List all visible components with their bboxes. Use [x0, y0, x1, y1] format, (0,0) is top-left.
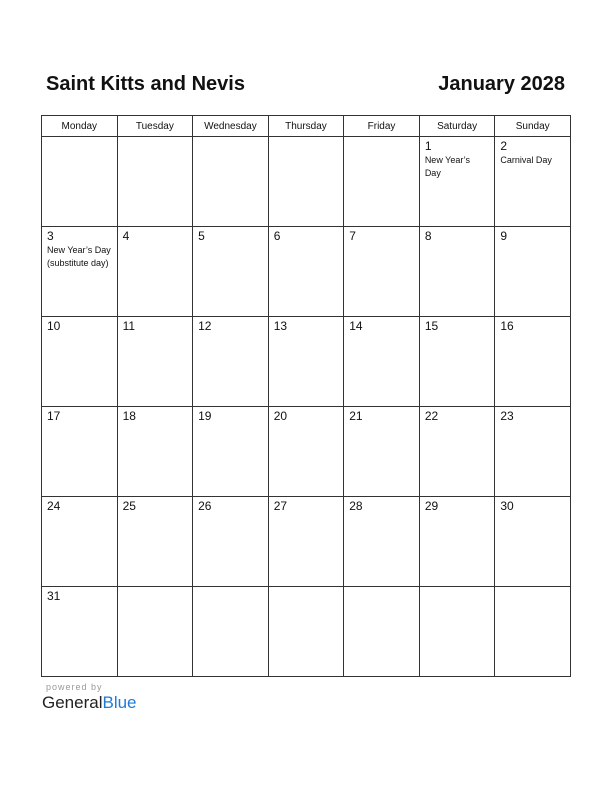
day-number: 27 — [273, 499, 288, 513]
calendar-day-cell — [419, 137, 495, 227]
day-number: 20 — [273, 409, 288, 423]
day-number: 31 — [47, 589, 61, 603]
day-number: 8 — [424, 229, 432, 243]
calendar-day-cell — [344, 407, 420, 497]
day-number — [344, 587, 419, 590]
calendar-day-cell — [193, 587, 269, 677]
weekday-header-saturday: Saturday — [419, 116, 495, 137]
holiday-label: New Year’s Day — [424, 155, 471, 178]
day-number: 30 — [500, 499, 514, 513]
weekday-header-thursday: Thursday — [268, 116, 344, 137]
calendar-day-cell — [344, 587, 420, 677]
calendar-day-cell — [117, 407, 193, 497]
calendar-day-cell — [419, 497, 495, 587]
calendar-day-cell — [495, 407, 571, 497]
calendar-day-cell — [268, 587, 344, 677]
calendar-day-cell — [268, 137, 344, 227]
day-number — [495, 587, 570, 590]
calendar-week-row — [42, 137, 571, 227]
calendar-day-cell — [495, 317, 571, 407]
calendar-day-cell — [42, 227, 118, 317]
day-number: 10 — [47, 319, 61, 333]
day-number — [118, 137, 193, 140]
day-number: 6 — [273, 229, 281, 243]
weekday-header-wednesday: Wednesday — [193, 116, 269, 137]
calendar-day-cell — [117, 317, 193, 407]
day-number: 5 — [198, 229, 205, 243]
day-number: 19 — [198, 409, 212, 423]
calendar-day-cell — [344, 227, 420, 317]
calendar-day-cell — [42, 317, 118, 407]
calendar-day-cell — [193, 317, 269, 407]
day-number: 13 — [273, 319, 288, 333]
calendar-week-row — [42, 497, 571, 587]
calendar-day-cell — [42, 137, 118, 227]
day-number: 9 — [500, 229, 508, 243]
weekday-header-monday: Monday — [42, 116, 118, 137]
logo-text-blue: Blue — [102, 693, 137, 712]
calendar-day-cell — [117, 587, 193, 677]
day-number: 21 — [349, 409, 363, 423]
weekday-header-sunday: Sunday — [495, 116, 571, 137]
day-number — [344, 137, 419, 140]
calendar-day-cell — [419, 407, 495, 497]
day-number — [193, 137, 268, 140]
weekday-header-tuesday: Tuesday — [117, 116, 193, 137]
calendar-country-title: Saint Kitts and Nevis — [46, 73, 245, 95]
calendar-day-cell — [419, 587, 495, 677]
calendar-day-cell — [193, 227, 269, 317]
day-number: 18 — [122, 409, 136, 423]
powered-by-label: powered by — [46, 682, 103, 692]
day-number: 22 — [424, 409, 439, 423]
calendar-day-cell — [344, 497, 420, 587]
day-number — [269, 137, 344, 140]
calendar-body — [42, 137, 571, 677]
calendar-day-cell — [268, 497, 344, 587]
day-number: 17 — [47, 409, 61, 423]
calendar-week-row — [42, 407, 571, 497]
calendar-day-cell — [419, 317, 495, 407]
calendar-day-cell — [42, 407, 118, 497]
calendar-day-cell — [193, 497, 269, 587]
calendar-day-cell — [268, 227, 344, 317]
calendar-day-cell — [419, 227, 495, 317]
calendar-day-cell — [268, 317, 344, 407]
day-number: 14 — [349, 319, 363, 333]
calendar-day-cell — [495, 497, 571, 587]
holiday-label: Carnival Day — [500, 155, 552, 165]
day-number: 1 — [424, 139, 432, 153]
day-number — [193, 587, 268, 590]
day-number: 24 — [47, 499, 61, 513]
calendar-week-row — [42, 587, 571, 677]
calendar-day-cell — [495, 587, 571, 677]
calendar-month-title: January 2028 — [438, 73, 565, 95]
day-number: 11 — [122, 319, 136, 333]
day-number: 29 — [424, 499, 439, 513]
calendar-day-cell — [268, 407, 344, 497]
calendar-day-cell — [344, 137, 420, 227]
calendar-day-cell — [117, 497, 193, 587]
month-calendar-grid — [41, 115, 571, 677]
day-number: 3 — [47, 229, 54, 243]
day-number: 25 — [122, 499, 136, 513]
day-number — [118, 587, 193, 590]
day-number: 23 — [500, 409, 514, 423]
calendar-day-cell — [495, 227, 571, 317]
calendar-day-cell — [193, 407, 269, 497]
weekday-header-friday: Friday — [344, 116, 420, 137]
day-number — [420, 587, 495, 590]
calendar-day-cell — [495, 137, 571, 227]
logo-text-general: General — [42, 693, 103, 712]
calendar-day-cell — [42, 587, 118, 677]
calendar-day-cell — [42, 497, 118, 587]
day-number: 7 — [349, 229, 356, 243]
calendar-week-row — [42, 227, 571, 317]
generalblue-logo[interactable] — [42, 693, 137, 713]
day-number — [269, 587, 344, 590]
calendar-week-row — [42, 317, 571, 407]
calendar-day-cell — [117, 137, 193, 227]
calendar-day-cell — [117, 227, 193, 317]
day-number: 12 — [198, 319, 212, 333]
day-number: 26 — [198, 499, 212, 513]
day-number: 2 — [500, 139, 508, 153]
holiday-label: New Year’s Day (substitute day) — [47, 245, 111, 268]
day-number: 16 — [500, 319, 514, 333]
weekday-header-row — [42, 116, 571, 137]
calendar-day-cell — [193, 137, 269, 227]
day-number — [42, 137, 117, 140]
day-number: 4 — [122, 229, 130, 243]
day-number: 15 — [424, 319, 439, 333]
calendar-day-cell — [344, 317, 420, 407]
day-number: 28 — [349, 499, 363, 513]
